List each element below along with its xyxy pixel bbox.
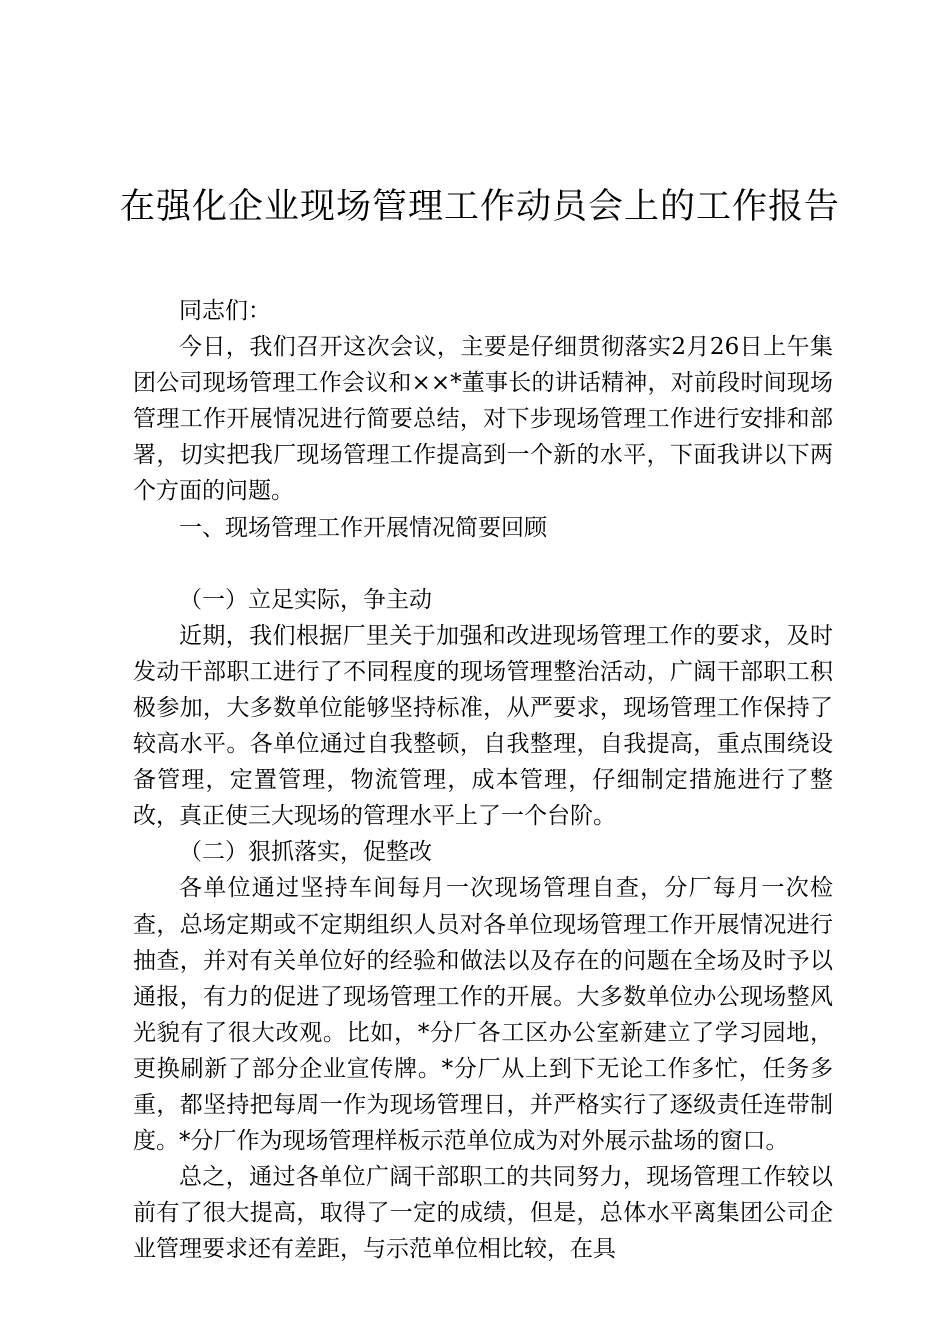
paragraph-subsection-1: 近期，我们根据厂里关于加强和改进现场管理工作的要求，及时发动干部职工进行了不同程度的现场管理整治活动，广阔干部职工积极参加，大多数单位能够坚持标准，从严要求，现场管理工作保持了较高水平。各单位通过自我整顿，自我整理，自我提高，重点围绕设备管理，定置管理，物流管理，成本管理，仔细制定措施进行了整改，真正使三大现场的管理水平上了一个台阶。 (133, 622, 833, 830)
blank-line (133, 546, 833, 582)
salutation: 同志们： (179, 298, 271, 324)
document-body (133, 293, 833, 1267)
paragraph-subsection-2: 各单位通过坚持车间每月一次现场管理自查，分厂每月一次检查，总场定期或不定期组织人员对各单位现场管理工作开展情况进行抽查，并对有关单位好的经验和做法以及存在的问题在全场及时予以通报，有力的促进了现场管理工作的开展。大多数单位办公现场整风光貌有了很大改观。比如，*分厂各工区办公室新建立了学习园地，更换刷新了部分企业宣传牌。*分厂从上到下无论工作多忙，任务多重，都坚持把每周一作为现场管理日，并严格实行了逐级责任连带制度。*分厂作为现场管理样板示范单位成为对外展示盐场的窗口。 (133, 875, 833, 1155)
section-heading-1: 一、现场管理工作开展情况简要回顾 (179, 514, 547, 541)
subsection-heading-2: （二）狠抓落实，促整改 (179, 839, 432, 866)
paragraph-intro: 今日，我们召开这次会议，主要是仔细贯彻落实2月26日上午集团公司现场管理工作会议和××*董事长的讲话精神，对前段时间现场管理工作开展情况进行简要总结，对下步现场管理工作进行安排和部署，切实把我厂现场管理工作提高到一个新的水平，下面我讲以下两个方面的问题。 (133, 334, 833, 505)
document-title: 在强化企业现场管理工作动员会上的工作报告 (120, 187, 841, 227)
paragraph-summary: 总之，通过各单位广阔干部职工的共同努力，现场管理工作较以前有了很大提高，取得了一定的成绩，但是，总体水平离集团公司企业管理要求还有差距，与示范单位相比较，在具 (133, 1164, 833, 1263)
subsection-heading-1: （一）立足实际，争主动 (179, 586, 432, 613)
